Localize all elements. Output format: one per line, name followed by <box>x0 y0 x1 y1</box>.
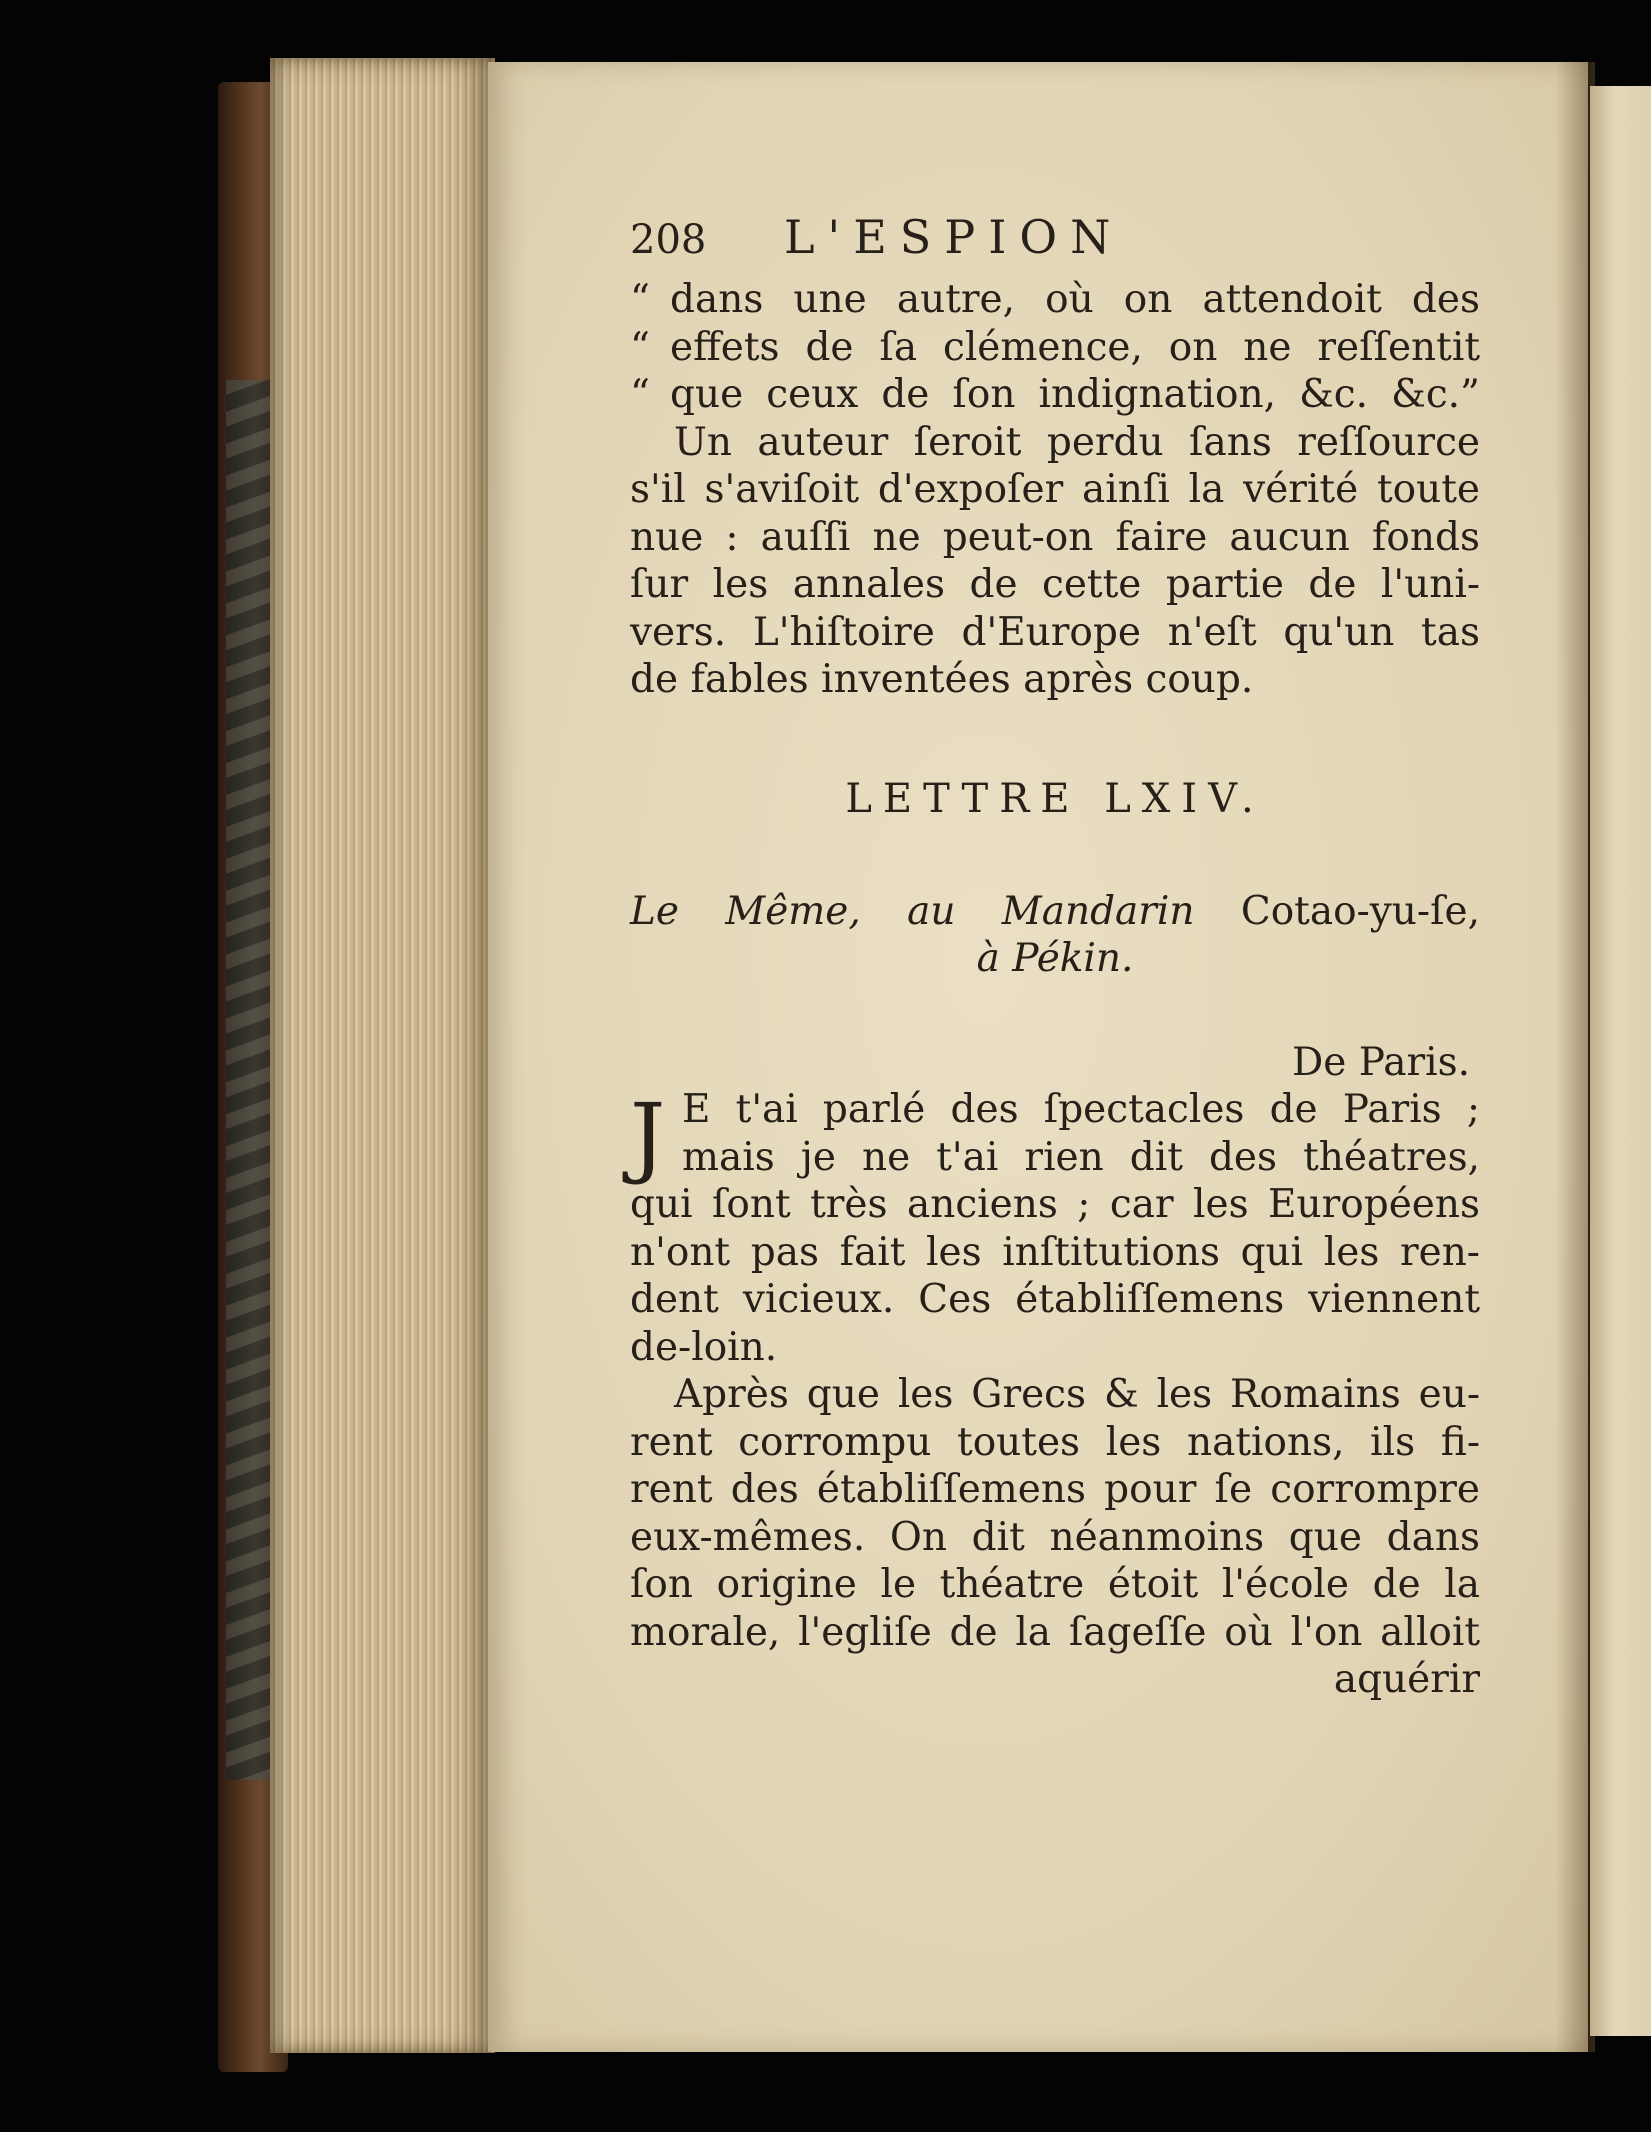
text-line: morale, l'egliſe de la ſageſſe où l'on alloit <box>630 1609 1480 1655</box>
letter-place: De Paris. <box>1291 1039 1470 1085</box>
page-edges <box>270 58 495 2053</box>
text-line: Après que les Grecs & les Romains eu- <box>674 1372 1480 1417</box>
quote-text: dans une autre, où on attendoit des <box>670 277 1480 322</box>
quote-line <box>630 276 1480 324</box>
address-city: à Pékin. <box>976 936 1134 981</box>
text-line: de-loin. <box>630 1324 778 1370</box>
text-line: mais je ne t'ai rien dit des théatres, <box>682 1134 1480 1180</box>
quote-text: que ceux de ſon indignation, &c. &c.” <box>670 372 1480 417</box>
catchword: aquérir <box>1333 1657 1480 1702</box>
letter-address <box>630 888 1480 983</box>
text-line: E t'ai parlé des ſpectacles de Paris ; <box>682 1087 1480 1132</box>
quote-line <box>630 324 1480 372</box>
address-name: Cotao-yu-ſe, <box>1240 888 1481 934</box>
facing-page-edge <box>1590 86 1651 2036</box>
quote-text: effets de ſa clémence, on ne reſſentit <box>670 324 1480 370</box>
quote-mark: “ <box>630 277 650 322</box>
running-header <box>630 210 1480 272</box>
quote-mark: “ <box>630 324 650 370</box>
letter-title: LETTRE LXIV. <box>845 775 1265 822</box>
gutter-shadow <box>1555 62 1595 2052</box>
quote-line <box>630 371 1480 419</box>
text-line: rent des établiſſemens pour ſe corrompre <box>630 1467 1480 1512</box>
text-line: dent vicieux. Ces établiſſemens viennent <box>630 1277 1480 1322</box>
text-line: Un auteur ſeroit perdu ſans reſſource <box>674 419 1480 465</box>
quote-mark: “ <box>630 372 650 417</box>
page-text <box>630 210 1481 1704</box>
drop-cap: J <box>630 1084 666 1187</box>
text-line: rent corrompu toutes les nations, ils fi- <box>630 1419 1480 1465</box>
text-line: de fables inventées après coup. <box>630 657 1254 702</box>
text-line: ſon origine le théatre étoit l'école de la <box>630 1562 1480 1607</box>
opening-paragraph <box>630 1086 1480 1371</box>
address-line <box>630 888 1480 936</box>
text-line: ſur les annales de cette partie de l'uni- <box>630 562 1480 607</box>
running-title: L'ESPION <box>784 210 1124 264</box>
address-salutation: Le Même, au Mandarin <box>630 888 1195 934</box>
text-line: eux-mêmes. On dit néanmoins que dans <box>630 1514 1480 1560</box>
text-line: s'il s'aviſoit d'expoſer ainſi la vérité toute <box>630 467 1480 512</box>
text-line: qui ſont très anciens ; car les Européens <box>630 1182 1480 1227</box>
text-line: nue : auſſi ne peut-on faire aucun fonds <box>630 514 1480 560</box>
page-number: 208 <box>630 217 707 263</box>
text-line: n'ont pas fait les inſtitutions qui les ren- <box>630 1229 1480 1275</box>
text-line: vers. L'hiſtoire d'Europe n'eſt qu'un tas <box>630 609 1480 655</box>
